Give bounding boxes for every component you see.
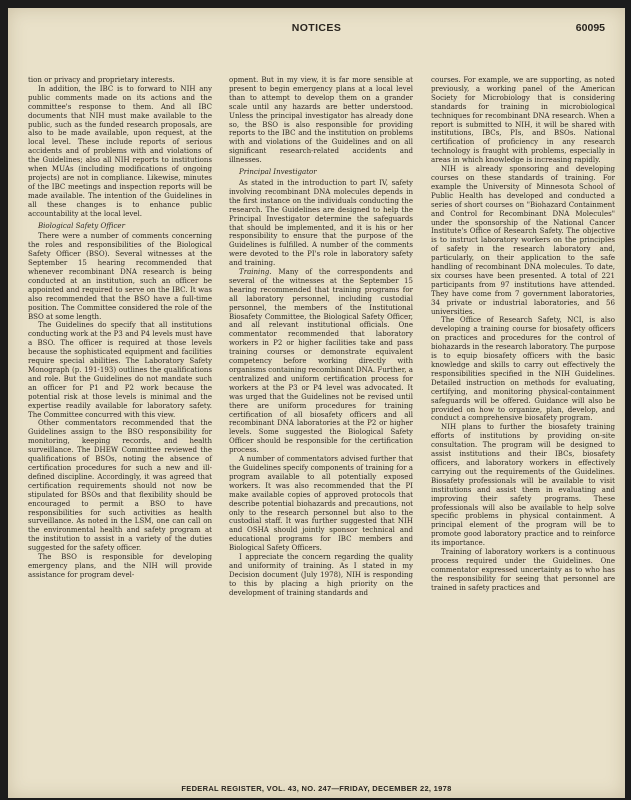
- paragraph: As stated in the introduction to part IV, safety involving recombinant DNA molecules depends in the first instance on the individuals conducting the research. The Guidelines are designed to help the Principal Investigator determine the safeguards that should be implemented, and it is his or her responsibility to ensure that the purpose of the Guidelines is fulfilled. A number of the comments were devoted to the PI's role in laboratory safety and training.: [229, 177, 413, 268]
- paragraph: courses. For example, we are supporting, as noted previously, a working panel of the American Society for Microbiology that is considering standards for training in microbiological techniques for recombinant DNA research. When a report is submitted to NIH, it will be shared with institutions, IBCs, PIs, and BSOs. National certification of proficiency in any research technology is fraught with problems, especially in areas in which knowledge is increasing rapidly.: [431, 75, 615, 165]
- column-1: [28, 76, 212, 580]
- paragraph: tion or privacy and proprietary interests.: [28, 75, 175, 84]
- paragraph: NIH is already sponsoring and developing courses on these standards of training. For example the University of Minnesota School of Public Health has developed and conducted a series of short courses on "Biohazard Containment and Control for Recombinant DNA Molecules" under the sponsorship of the National Cancer Institute's Office of Research Safety. The objective is to instruct laboratory workers on the principles of safety in the research laboratory and, particularly, on their application to the safe handling of recombinant DNA molecules. To date, six courses have been presented. A total of 221 participants from 97 institutions have attended. They have come from 7 government laboratories, 34 private or industrial laboratories, and 56 universities.: [431, 164, 615, 316]
- paragraph: A number of commentators advised further that the Guidelines specify components of training for a program available to all potentially exposed workers. It was also recommended that the PI make available copies of approved protocols that describe potential biohazards and precautions, not only to the research personnel but also to the custodial staff. It was further suggested that NIH and OSHA should jointly sponsor technical and educational programs for IBC members and Biological Safety Officers.: [229, 454, 413, 553]
- section-heading: Principal Investigator: [239, 167, 317, 177]
- column-3: [431, 76, 615, 593]
- section-title: NOTICES: [291, 22, 342, 34]
- paragraph: In addition, the IBC is to forward to NIH any public comments made on its actions and the committee's response to them. And all IBC documents that NIH must make available to the public, such as the funded research proposals, are also to be made available, upon request, at the local level. These include reports of serious accidents and of problems with and violations of the Guidelines; also all NIH reports to institutions when MUAs (including modifications of ongoing projects) are not in compliance. Likewise, minutes of the IBC meetings and inspection reports will be made available. The intention of the Guidelines in all these changes is to enhance public accountability at the local level.: [28, 83, 212, 218]
- section-heading: Biological Safety Officer: [38, 220, 125, 230]
- paragraph: Training of laboratory workers is a continuous process required under the Guidelines. One commentator expressed uncertainty as to who has the responsibility for seeing that personnel are trained in safety practices and: [431, 547, 615, 592]
- page-header: [8, 22, 625, 36]
- column-2: [229, 76, 413, 598]
- paragraph: The BSO is responsible for developing emergency plans, and the NIH will provide assistance for program devel-: [28, 552, 212, 579]
- run-in-heading: Training.: [239, 267, 272, 277]
- paragraph-text: Many of the correspondents and several of the witnesses at the September 15 hearing recommended that training programs for all laboratory personnel, including custodial personnel, the members of the Institutional Biosafety Committee, the Biological Safety Officer, and all relevant institutional officials. One commentator recommended that laboratory workers in P2 or higher facilities take and pass training courses or demonstrate equivalent competency before working directly with organisms containing recombinant DNA. Further, a centralized and uniform certification process for workers at the P3 or P4 level was advocated. It was urged that the Guidelines not be revised until there are uniform procedures for training certification of all biosafety officers and all recombinant DNA laboratories at the P2 or higher levels. Some suggested the Biological Safety Officer should be responsible for the certification process.: [229, 267, 413, 455]
- paragraph: There were a number of comments concerning the roles and responsibilities of the Biological Safety Officer (BSO). Several witnesses at the September 15 hearing recommended that whenever recombinant DNA research is being conducted at an institution, such an officer be appointed and required to serve on the IBC. It was also recommended that the BSO have a full-time position. The Committee considered the role of the BSO at some length.: [28, 231, 212, 321]
- paragraph: Other commentators recommended that the Guidelines assign to the BSO responsibility for monitoring, keeping records, and health surveillance. The DHEW Committee reviewed the qualifications of BSOs, noting the absence of certification procedures for such a new and ill-defined discipline. Accordingly, it was agreed that certification requirements should not now be stipulated for BSOs and that flexibility should be encouraged to permit a BSO to have responsibilities for such activities as health surveillance. As noted in the LSM, one can call on the environmental health and safety program at the institution to assist in a variety of the duties suggested for the safety officer.: [28, 418, 212, 553]
- page-footer: FEDERAL REGISTER, VOL. 43, NO. 247—FRIDAY, DECEMBER 22, 1978: [181, 784, 452, 793]
- paragraph: I appreciate the concern regarding the quality and uniformity of training. As I stated in my Decision document (July 1978), NIH is responding to this by placing a high priority on the development of training standards and: [229, 552, 413, 597]
- page-number: 60095: [575, 22, 605, 34]
- paragraph: The Guidelines do specify that all institutions conducting work at the P3 and P4 levels must have a BSO. The officer is required at those levels because the sophisticated equipment and facilities require special abilities. The Laboratory Safety Monograph (p. 191-193) outlines the qualifications and role. But the Guidelines do not mandate such an officer for P1 and P2 work because the potential risk at those levels is minimal and the expertise readily available for laboratory safety. The Committee concurred with this view.: [28, 320, 212, 419]
- document-page: [8, 8, 625, 798]
- paragraph: opment. But in my view, it is far more sensible at present to begin emergency plans at a local level than to attempt to develop them on a grander scale until any hazards are better understood. Unless the principal investigator has already done so, the BSO is also responsible for providing reports to the IBC and the institution on problems with and violations of the Guidelines and on all significant research-related accidents and illnesses.: [229, 75, 413, 165]
- paragraph: NIH plans to further the biosafety training efforts of institutions by providing on-site consultation. The program will be designed to assist institutions and their IBCs, biosafety officers, and laboratory workers in effectively carrying out the requirements of the Guidelines. Biosafety professionals will be available to visit institutions and assist them in evaluating and improving their safety programs. These professionals will also be available to help solve specific problems in physical containment. A principal element of the program will be to promote good laboratory practice and to reinforce its importance.: [431, 422, 615, 548]
- paragraph: The Office of Research Safety, NCI, is also developing a training course for biosafety officers on practices and procedures for the control of biohazards in the research laboratory. The purpose is to equip biosafety officers with the basic knowledge and skills to carry out effectively the responsibilities specified in the NIH Guidelines. Detailed instruction on methods for evaluating, certifying, and monitoring physical-containment safeguards will be offered. Guidance will also be provided on how to organize, plan, develop, and conduct a comprehensive biosafety program.: [431, 315, 615, 423]
- paragraph: [229, 268, 413, 455]
